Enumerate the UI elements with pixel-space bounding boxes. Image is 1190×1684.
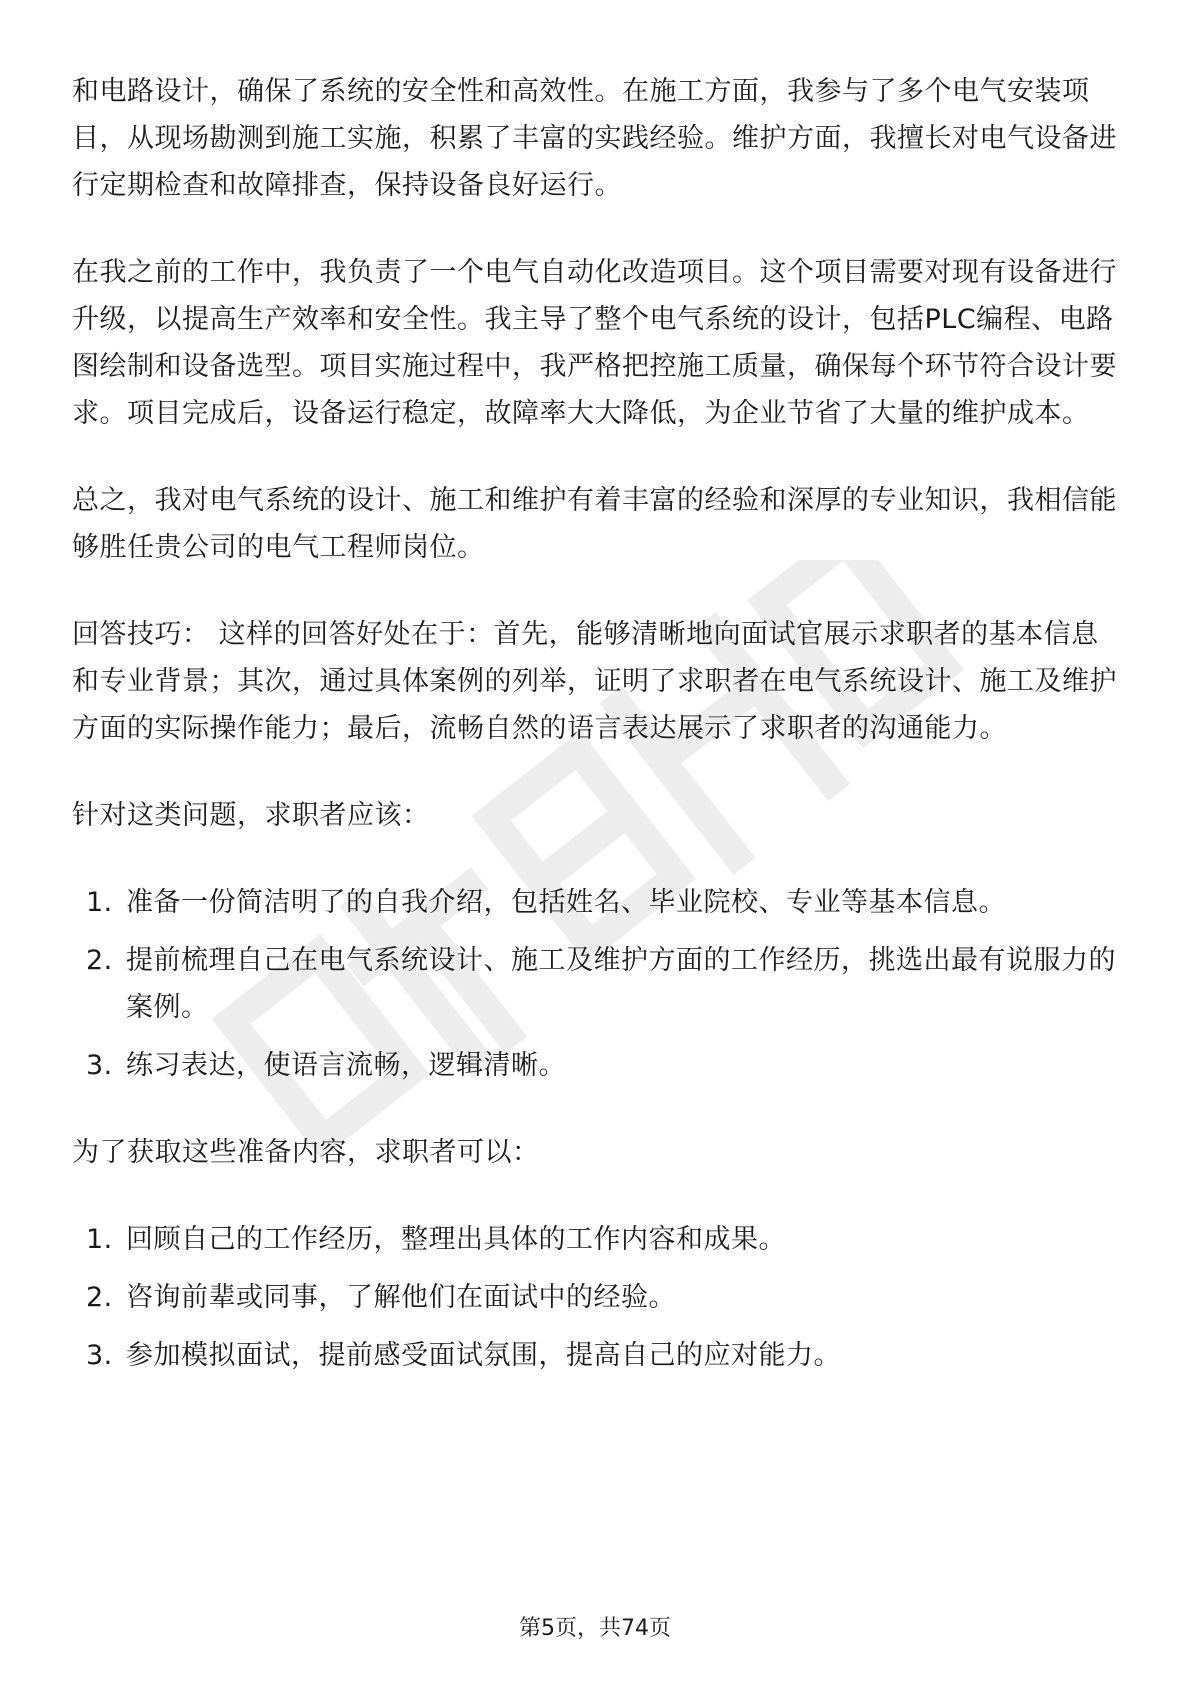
list-number: 3. bbox=[86, 1050, 113, 1081]
answer-tips-paragraph: 回答技巧： 这样的回答好处在于：首先，能够清晰地向面试官展示求职者的基本信息和专业背景；其次，通过具体案例的列举，证明了求职者在电气系统设计、施工及维护方面的实际操作能力；最后，流畅自然的语言表达展示了求职者的沟通能力。 bbox=[72, 619, 1117, 744]
list-item-text: 准备一份简洁明了的自我介绍，包括姓名、毕业院校、专业等基本信息。 bbox=[126, 887, 1006, 918]
list-number: 2. bbox=[86, 945, 113, 976]
list-number: 1. bbox=[86, 887, 113, 918]
list-item bbox=[72, 937, 1122, 1031]
list-number: 3. bbox=[86, 1340, 113, 1371]
list-item-text: 参加模拟面试，提前感受面试氛围，提高自己的应对能力。 bbox=[126, 1340, 841, 1371]
preparation-list bbox=[72, 879, 1122, 1089]
list-item bbox=[72, 879, 1122, 926]
list-item bbox=[72, 1216, 1122, 1263]
paragraph: 为了获取这些准备内容，求职者可以： bbox=[72, 1137, 540, 1168]
paragraph: 针对这类问题，求职者应该： bbox=[72, 800, 430, 831]
document-body bbox=[72, 68, 1122, 1419]
list-number: 2. bbox=[86, 1282, 113, 1313]
page-footer: 第5页，共74页 bbox=[519, 1616, 671, 1641]
paragraph: 在我之前的工作中，我负责了一个电气自动化改造项目。这个项目需要对现有设备进行升级，以提高生产效率和安全性。我主导了整个电气系统的设计，包括PLC编程、电路图绘制和设备选型。项目实施过程中，我严格把控施工质量，确保每个环节符合设计要求。项目完成后，设备运行稳定，故障率大大降低，为企业节省了大量的维护成本。 bbox=[72, 257, 1117, 429]
methods-list bbox=[72, 1216, 1122, 1379]
list-item-text: 练习表达，使语言流畅，逻辑清晰。 bbox=[126, 1050, 566, 1081]
paragraph: 总之，我对电气系统的设计、施工和维护有着丰富的经验和深厚的专业知识，我相信能够胜任贵公司的电气工程师岗位。 bbox=[72, 485, 1117, 563]
list-item-text: 回顾自己的工作经历，整理出具体的工作内容和成果。 bbox=[126, 1224, 786, 1255]
list-item bbox=[72, 1332, 1122, 1379]
paragraph: 和电路设计，确保了系统的安全性和高效性。在施工方面，我参与了多个电气安装项目，从现场勘测到施工实施，积累了丰富的实践经验。维护方面，我擅长对电气设备进行定期检查和故障排查，保持设备良好运行。 bbox=[72, 76, 1117, 201]
list-item bbox=[72, 1042, 1122, 1089]
list-item bbox=[72, 1274, 1122, 1321]
list-item-text: 咨询前辈或同事，了解他们在面试中的经验。 bbox=[126, 1282, 676, 1313]
list-number: 1. bbox=[86, 1224, 113, 1255]
list-item-text: 提前梳理自己在电气系统设计、施工及维护方面的工作经历，挑选出最有说服力的案例。 bbox=[126, 945, 1116, 1023]
